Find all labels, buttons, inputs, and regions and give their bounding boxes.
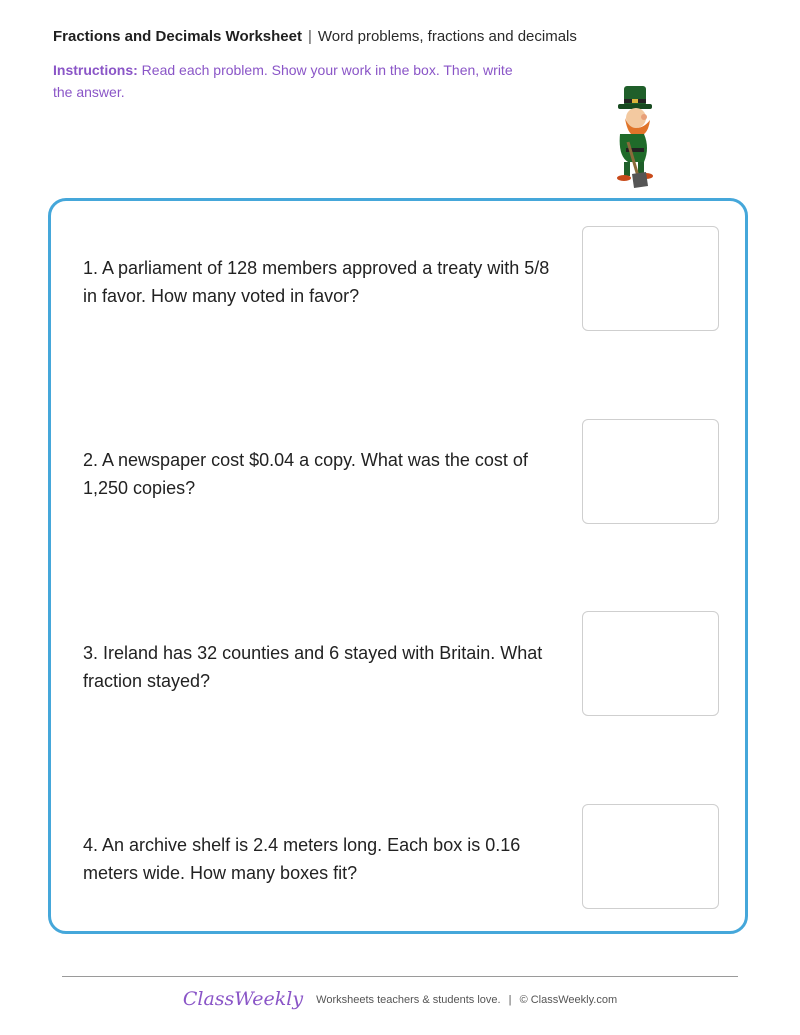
problem-3: 3. Ireland has 32 counties and 6 stayed with Britain. What fraction stayed? xyxy=(83,643,543,691)
problem-1: 1. A parliament of 128 members approved a treaty with 5/8 in favor. How many voted in favor? xyxy=(83,258,550,306)
answer-box-2[interactable] xyxy=(582,419,719,524)
problems-panel xyxy=(48,198,748,934)
footer-tagline: Worksheets teachers & students love. xyxy=(316,994,501,1006)
worksheet-title: Fractions and Decimals Worksheet xyxy=(53,28,302,45)
answer-box-1[interactable] xyxy=(582,226,719,331)
footer-divider xyxy=(62,976,738,977)
instructions-label: Instructions: xyxy=(53,62,138,78)
footer xyxy=(0,984,800,1015)
problem-4: 4. An archive shelf is 2.4 meters long. Each box is 0.16 meters wide. How many boxes fit? xyxy=(83,835,521,883)
footer-copyright: © ClassWeekly.com xyxy=(519,994,618,1006)
answer-box-4[interactable] xyxy=(582,804,719,909)
leprechaun-icon xyxy=(598,84,670,190)
instructions xyxy=(53,59,533,103)
problem-2: 2. A newspaper cost $0.04 a copy. What was the cost of 1,250 copies? xyxy=(83,450,528,498)
footer-separator: | xyxy=(508,994,512,1006)
answer-box-3[interactable] xyxy=(582,611,719,716)
worksheet-subtitle: Word problems, fractions and decimals xyxy=(317,28,577,45)
instructions-text: Read each problem. Show your work in the box. Then, write the answer. xyxy=(53,62,513,100)
header-separator: | xyxy=(307,28,312,45)
brand-logo: ClassWeekly xyxy=(182,988,304,1010)
worksheet-header xyxy=(53,27,753,47)
